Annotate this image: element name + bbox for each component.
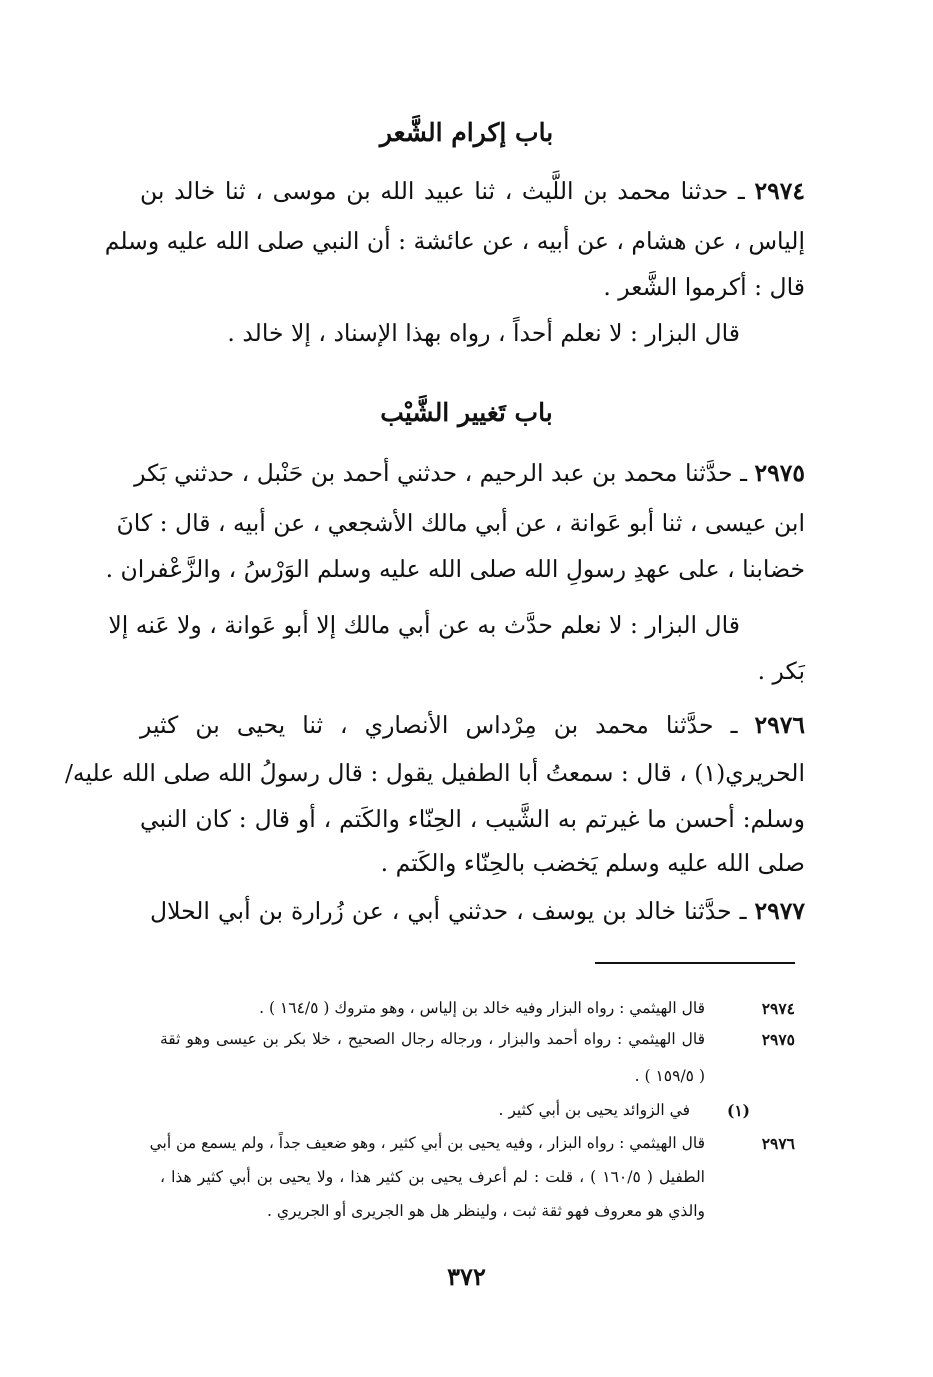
hadith-2975-line-2: ابن عيسى ، ثنا أبو عَوانة ، عن أبي مالك الأشجعي ، عن أبيه ، قال : كانَ xyxy=(116,509,805,537)
footnote-2976-line-3: والذي هو معروف فهو ثقة ثبت ، ولينظر هل هو الجريرى أو الجريري . xyxy=(267,1202,705,1220)
hadith-2974-line-3: قال : أكرموا الشَّعر . xyxy=(603,273,805,301)
footnote-number-2975: ٢٩٧٥ xyxy=(761,1030,795,1049)
hadith-2975-line-3: خضابنا ، على عهدِ رسولِ الله صلى الله عليه وسلم الوَرْسُ ، والزَّعْفران . xyxy=(105,555,805,583)
hadith-number-2976: ٢٩٧٦ xyxy=(754,711,805,739)
hadith-2974-line-1: ٢٩٧٤ ـ حدثنا محمد بن اللَّيث ، ثنا عبيد الله بن موسى ، ثنا خالد بن xyxy=(140,177,805,205)
footnote-2976-line-1: قال الهيثمي : رواه البزار ، وفيه يحيى بن أبي كثير ، وهو ضعيف جداً ، ولم يسمع من أبي xyxy=(149,1134,705,1152)
footnote-marker-1: (١) xyxy=(726,1101,750,1120)
hadith-2974-line-2: إلياس ، عن هشام ، عن أبيه ، عن عائشة : أن النبي صلى الله عليه وسلم xyxy=(104,227,805,255)
hadith-2977-line-1: ٢٩٧٧ ـ حدَّثنا خالد بن يوسف ، حدثني أبي ، عن زُرارة بن أبي الحلال xyxy=(150,897,805,925)
chapter-heading-changing-grey-hair: باب تَغيير الشَّيْب xyxy=(380,398,553,427)
hadith-number-2977: ٢٩٧٧ xyxy=(754,897,805,925)
footnote-number-2974: ٢٩٧٤ xyxy=(761,999,795,1018)
footnote-2974-line-1: قال الهيثمي : رواه البزار وفيه خالد بن إلياس ، وهو متروك ( ١٦٤/٥ ) . xyxy=(259,999,705,1017)
footnote-2976-line-2: الطفيل ( ١٦٠/٥ ) ، قلت : لم أعرف يحيى بن كثير هذا ، ولا يحيى بن أبي كثير هذا ، xyxy=(160,1168,705,1186)
footnote-1-line-1: في الزوائد يحيى بن أبي كثير . xyxy=(498,1101,690,1119)
footnote-2975-line-2: ( ١٥٩/٥ ) . xyxy=(634,1067,705,1085)
hadith-2976-line-2: الحريري(١) ، قال : سمعتُ أبا الطفيل يقول : قال رسولُ الله صلى الله عليه/ xyxy=(64,759,805,787)
hadith-number-2974: ٢٩٧٤ xyxy=(754,177,805,205)
page-number: ٣٧٢ xyxy=(447,1262,486,1291)
hadith-2976-line-1: ٢٩٧٦ ـ حدَّثنا محمد بن مِرْداس الأنصاري ، ثنا يحيى بن كثير xyxy=(140,711,805,739)
footnote-number-2976: ٢٩٧٦ xyxy=(761,1134,795,1153)
bazzar-comment-2975-line-1: قال البزار : لا نعلم حدَّث به عن أبي مالك إلا أبو عَوانة ، ولا عَنه إلا xyxy=(108,611,740,639)
bazzar-comment-2974: قال البزار : لا نعلم أحداً ، رواه بهذا الإسناد ، إلا خالد . xyxy=(227,319,740,347)
hadith-number-2975: ٢٩٧٥ xyxy=(754,459,805,487)
chapter-heading-honoring-hair: باب إكرام الشَّعر xyxy=(379,118,554,147)
hadith-2976-line-3: وسلم: أحسن ما غيرتم به الشَّيب ، الحِنّاء والكَتم ، أو قال : كان النبي xyxy=(140,805,805,833)
hadith-2975-line-1: ٢٩٧٥ ـ حدَّثنا محمد بن عبد الرحيم ، حدثني أحمد بن حَنْبل ، حدثني بَكر xyxy=(134,459,805,487)
hadith-2976-line-4: صلى الله عليه وسلم يَخضب بالحِنّاء والكَتم . xyxy=(380,849,805,877)
footnote-2975-line-1: قال الهيثمي : رواه أحمد والبزار ، ورجاله رجال الصحيح ، خلا بكر بن عيسى وهو ثقة xyxy=(160,1030,705,1048)
footnote-divider xyxy=(595,962,795,964)
bazzar-comment-2975-line-2: بَكر . xyxy=(757,657,805,685)
